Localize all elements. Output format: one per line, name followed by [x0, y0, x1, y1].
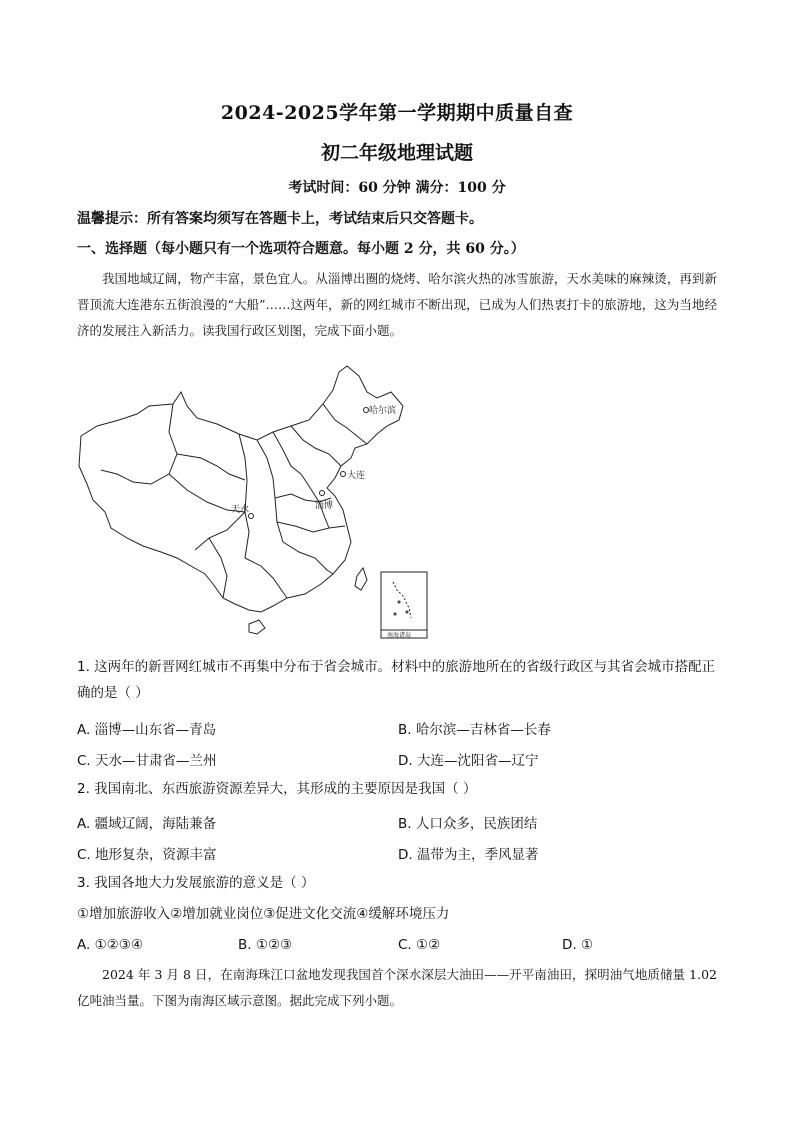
zibo-label: 淄博 — [315, 501, 334, 511]
question-1-option-a[interactable]: A. 淄博—山东省—青岛 — [77, 722, 217, 738]
question-3-stem: 3. 我国各地大力发展旅游的意义是（ ） — [77, 875, 315, 891]
tianshui-label: 天水 — [231, 505, 250, 515]
dalian-marker — [341, 472, 346, 477]
inset-label: 南海诸岛 — [387, 632, 412, 639]
passage-1: 我国地域辽阔，物产丰富，景色宜人。从淄博出圈的烧烤、哈尔滨火热的冰雪旅游，天水美味的麻辣烫，再到新晋顶流大连港东五街浪漫的“大船”……这两年，新的网红城市不断出现，已成为人们热衷打卡的旅游地，这为当地经济的发展注入新活力。读我国行政区划图，完成下面小题。 — [77, 271, 717, 338]
question-2-option-d[interactable]: D. 温带为主，季风显著 — [398, 847, 539, 863]
taiwan-island — [355, 568, 367, 590]
harbin-label: 哈尔滨 — [369, 406, 397, 416]
question-3-option-c[interactable]: C. ①② — [398, 937, 441, 953]
document-title: 2024-2025学年第一学期期中质量自查 — [220, 102, 574, 124]
dalian-label: 大连 — [347, 471, 366, 481]
question-3-option-a[interactable]: A. ①②③④ — [77, 937, 143, 953]
question-3-statement: ①增加旅游收入②增加就业岗位③促进文化交流④缓解环境压力 — [77, 906, 450, 922]
harbin-marker — [364, 408, 369, 413]
south-china-sea-inset — [381, 572, 427, 638]
question-1-option-d[interactable]: D. 大连—沈阳省—辽宁 — [398, 753, 539, 769]
tianshui-marker — [249, 514, 254, 519]
section-heading: 一、选择题（每小题只有一个选项符合题意。每小题 2 分，共 60 分。） — [77, 241, 525, 257]
question-3-option-b[interactable]: B. ①②③ — [238, 937, 293, 953]
question-1-stem: 1. 这两年的新晋网红城市不再集中分布于省会城市。材料中的旅游地所在的省级行政区与其省会城市搭配正确的是（ ） — [77, 659, 716, 701]
question-2-stem: 2. 我国南北、东西旅游资源差异大，其形成的主要原因是我国（ ） — [77, 781, 477, 797]
china-map — [77, 362, 437, 644]
document-subtitle: 初二年级地理试题 — [320, 142, 473, 164]
question-3-option-d[interactable]: D. ① — [562, 937, 594, 953]
question-1-option-b[interactable]: B. 哈尔滨—吉林省—长春 — [398, 722, 551, 738]
exam-info: 考试时间：60 分钟 满分：100 分 — [288, 180, 506, 196]
zibo-marker — [320, 491, 325, 496]
question-2-option-b[interactable]: B. 人口众多，民族团结 — [398, 816, 538, 832]
question-2-option-a[interactable]: A. 疆域辽阔，海陆兼备 — [77, 816, 217, 832]
question-2-option-c[interactable]: C. 地形复杂，资源丰富 — [77, 847, 217, 863]
passage-2: 2024 年 3 月 8 日，在南海珠江口盆地发现我国首个深水深层大油田——开平南油田，探明油气地质储量 1.02 亿吨油当量。下图为南海区域示意图。据此完成下列小题。 — [77, 967, 717, 1008]
china-outline — [79, 366, 403, 612]
tips: 温馨提示：所有答案均须写在答题卡上，考试结束后只交答题卡。 — [77, 211, 483, 227]
question-1-option-c[interactable]: C. 天水—甘肃省—兰州 — [77, 753, 217, 769]
hainan-island — [249, 620, 265, 634]
